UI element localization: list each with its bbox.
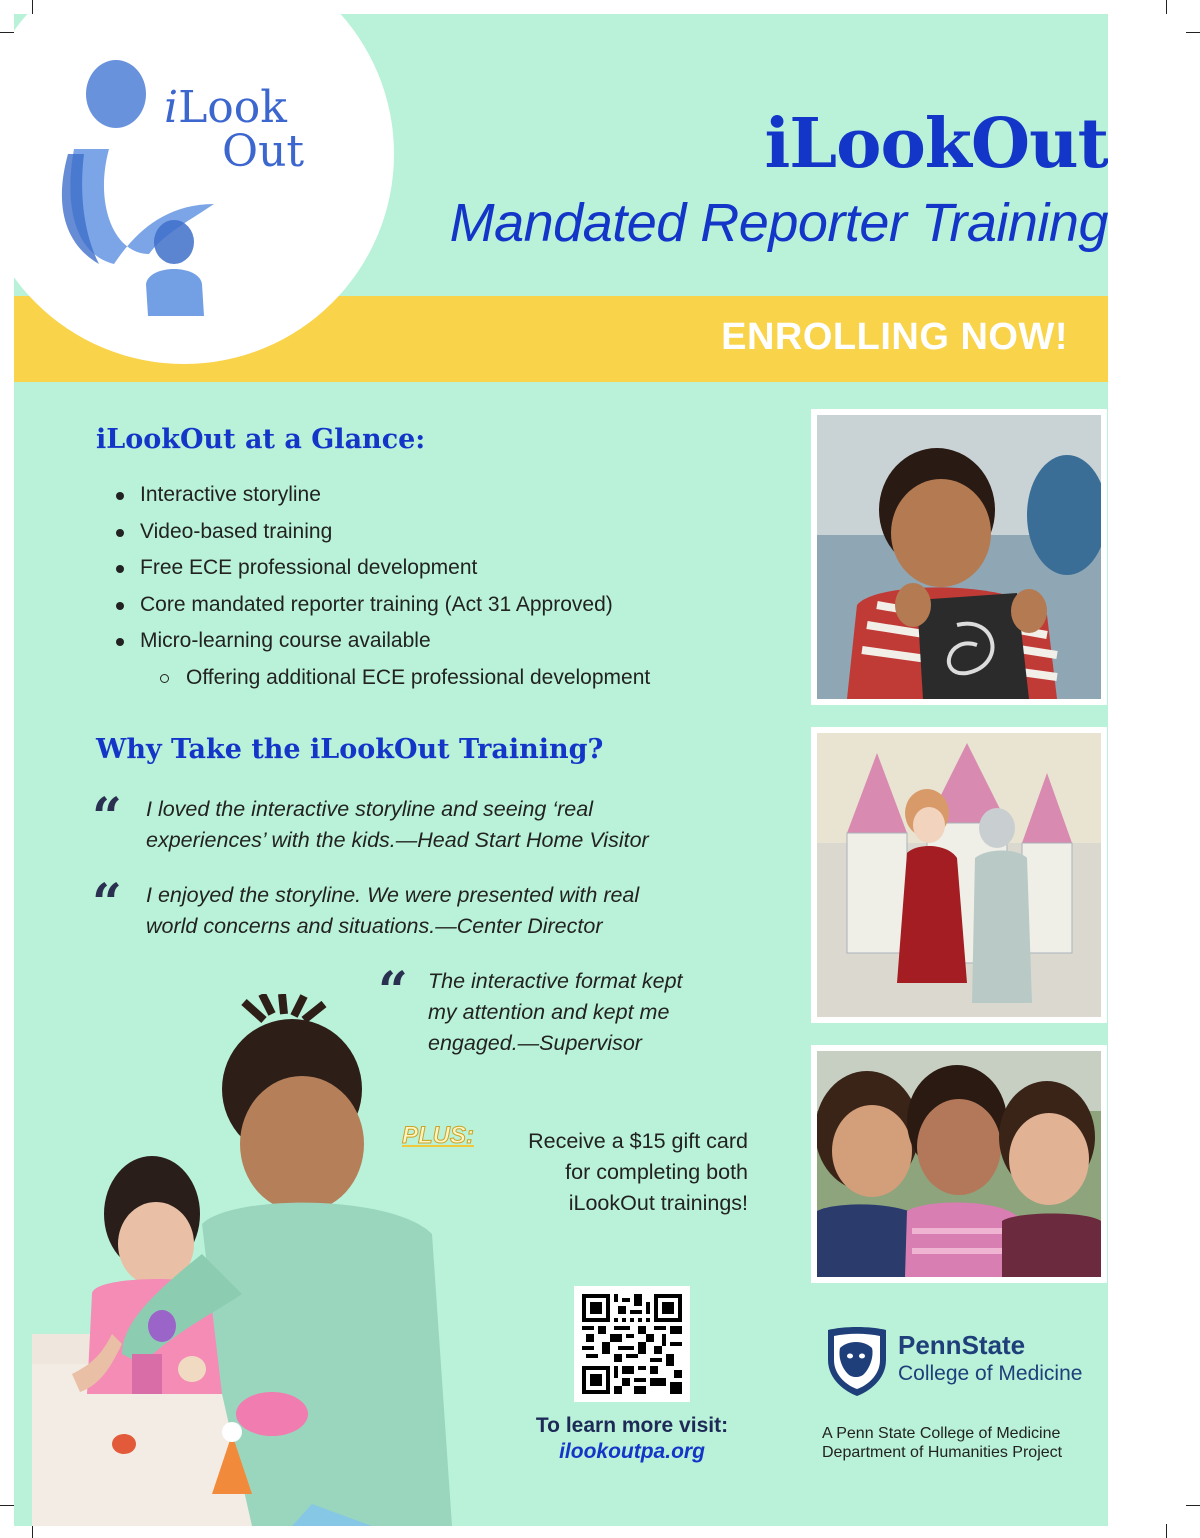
psu-department: [822, 1424, 1062, 1462]
list-item: Micro-learning course available: [110, 626, 770, 663]
photo-kids-castle: [811, 727, 1107, 1023]
dept-line: A Penn State College of Medicine: [822, 1425, 1061, 1442]
page-subtitle: Mandated Reporter Training: [449, 193, 1108, 253]
list-subitem: Offering additional ECE professional development: [110, 663, 770, 700]
glance-heading: iLookOut at a Glance:: [96, 424, 426, 455]
children-painting-photo: [32, 994, 492, 1526]
dept-line: Department of Humanities Project: [822, 1444, 1063, 1461]
boy-chalkboard-image: [817, 415, 1101, 699]
crop-mark: [1186, 32, 1200, 33]
three-girls-image: [817, 1051, 1101, 1277]
qr-code-icon: [582, 1294, 682, 1394]
quote-line: my attention and kept me: [428, 1000, 670, 1024]
crop-mark: [1166, 1524, 1167, 1538]
quote-line: engaged.—Supervisor: [428, 1031, 642, 1055]
crop-mark: [0, 1505, 14, 1506]
psu-name: PennState: [898, 1330, 1026, 1360]
logo-i: i: [164, 82, 179, 133]
photo-boy-chalkboard: [811, 409, 1107, 705]
logo-wordmark: [164, 82, 305, 177]
list-item: Free ECE professional development: [110, 553, 770, 590]
quote-line: world concerns and situations.—Center Director: [146, 914, 603, 938]
learn-more-text: To learn more visit:: [535, 1414, 729, 1437]
list-item: Video-based training: [110, 517, 770, 554]
why-heading: Why Take the iLookOut Training?: [96, 734, 604, 765]
qr-code[interactable]: [574, 1286, 690, 1402]
psu-shield-icon: [824, 1326, 890, 1398]
quote-mark-icon: “: [92, 873, 122, 934]
plus-label: PLUS:: [402, 1122, 474, 1149]
offer-line: Receive a $15 gift card: [528, 1129, 748, 1153]
crop-mark: [1186, 1505, 1200, 1506]
banner-text: ENROLLING NOW!: [721, 316, 1068, 358]
kids-castle-image: [817, 733, 1101, 1017]
crop-mark: [32, 1524, 33, 1538]
logo-look: Look: [178, 82, 287, 133]
crop-mark: [0, 32, 14, 33]
quote-line: I loved the interactive storyline and seeing ‘real: [146, 797, 593, 821]
gift-card-offer: [448, 1126, 748, 1219]
quote-mark-icon: “: [378, 961, 408, 1022]
quote-mark-icon: “: [92, 787, 122, 848]
psu-college: College of Medicine: [898, 1362, 1083, 1385]
crop-mark: [1166, 0, 1167, 14]
list-item: Core mandated reporter training (Act 31 Approved): [110, 590, 770, 627]
flyer: [14, 14, 1108, 1526]
logo-out: Out: [222, 126, 305, 177]
offer-line: iLookOut trainings!: [568, 1191, 748, 1215]
quote-line: The interactive format kept: [428, 969, 683, 993]
list-item: Interactive storyline: [110, 480, 770, 517]
crop-mark: [32, 0, 33, 14]
glance-list: [110, 480, 770, 699]
quote-line: I enjoyed the storyline. We were presented with real: [146, 883, 640, 907]
website-link[interactable]: ilookoutpa.org: [559, 1440, 705, 1463]
photo-three-girls: [811, 1045, 1107, 1283]
quote-line: experiences’ with the kids.—Head Start Home Visitor: [146, 828, 649, 852]
offer-line: for completing both: [565, 1160, 748, 1184]
testimonial-quote: [146, 794, 649, 856]
testimonial-quote: [146, 880, 639, 942]
page-title: iLookOut: [764, 104, 1108, 184]
